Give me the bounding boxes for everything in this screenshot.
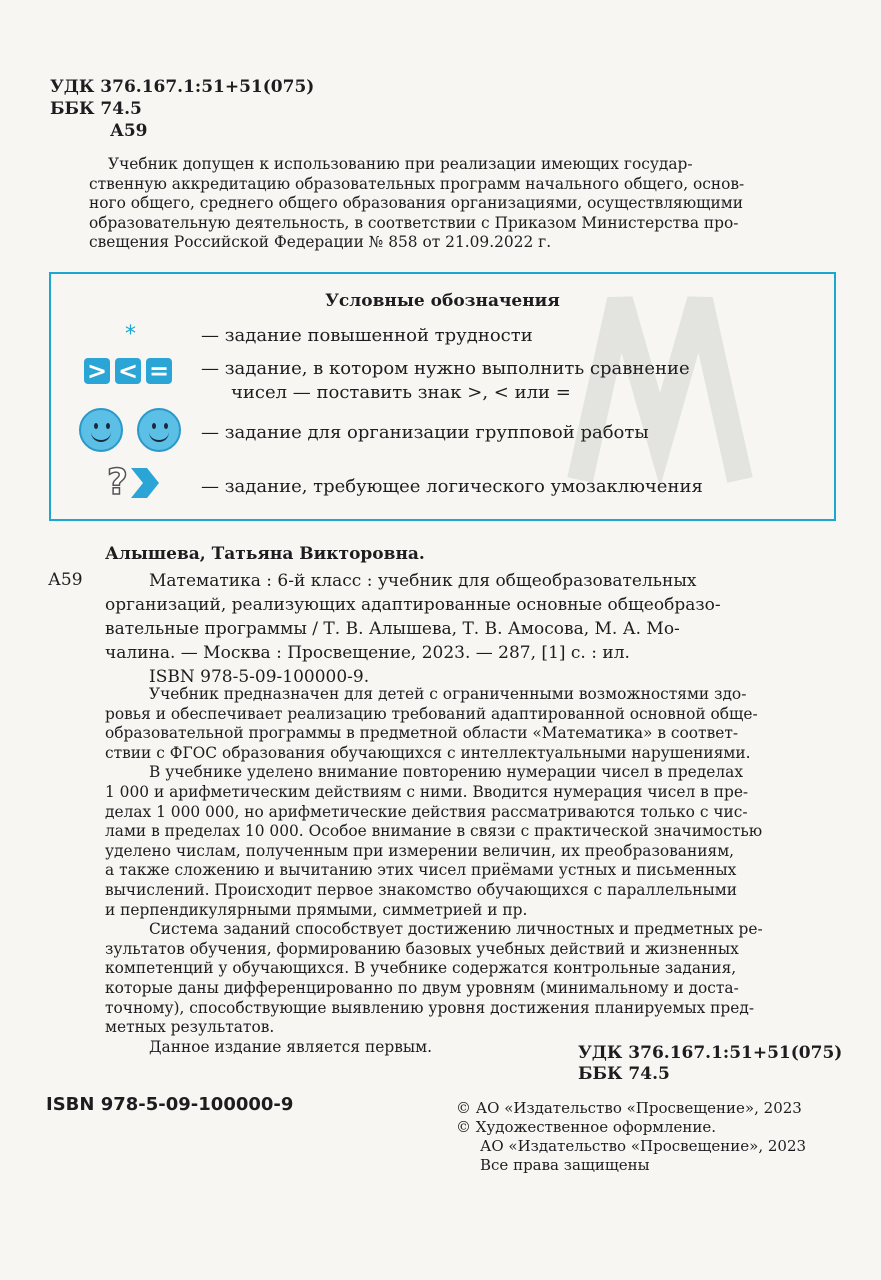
legend-title: Условные обозначения — [325, 291, 560, 311]
bib-description — [105, 569, 837, 689]
copyright-line: © Художественное оформление. — [456, 1118, 717, 1136]
legend-box — [49, 272, 836, 521]
copyright-block — [456, 1099, 806, 1175]
annotation-line: Данное издание является первым. — [149, 1037, 432, 1056]
annotation-line: вычислений. Происходит первое знакомство обучающихся с параллельными — [105, 880, 738, 899]
logic-question-icon — [103, 460, 163, 506]
approval-line: ного общего, среднего общего образования организациями, осуществляющими — [89, 194, 743, 213]
udk-code: УДК 376.167.1:51+51(075) — [50, 77, 315, 97]
approval-line: свещения Российской Федерации № 858 от 21.09.2022 г. — [89, 233, 552, 252]
annotation-line: лами в пределах 10 000. Особое внимание в связи с практической значимостью — [105, 822, 763, 841]
annotation — [105, 685, 837, 1057]
equals-sign-icon: = — [146, 358, 172, 384]
annotation-line: ствии с ФГОС образования обучающихся с интеллектуальными нарушениями. — [105, 743, 751, 762]
bib-line: вательные программы / Т. В. Алышева, Т. В. Амосова, М. А. Мо- — [105, 619, 680, 639]
bib-isbn: ISBN 978-5-09-100000-9. — [149, 667, 370, 687]
rights-reserved: Все права защищены — [480, 1156, 650, 1174]
question-mark-icon: ? — [107, 462, 128, 503]
annotation-line: точному), способствующие выявлению уровня достижения планируемых пред- — [105, 998, 755, 1017]
legend-item-difficulty: — задание повышенной трудности — [201, 325, 533, 346]
annotation-line: и перпендикулярными прямыми, симметрией и пр. — [105, 900, 528, 919]
footer-bbk: ББК 74.5 — [578, 1064, 670, 1084]
copyright-line: АО «Издательство «Просвещение», 2023 — [480, 1137, 807, 1155]
approval-line: Учебник допущен к использованию при реализации имеющих государ- — [108, 155, 693, 173]
annotation-line: компетенций у обучающихся. В учебнике содержатся контрольные задания, — [105, 959, 737, 978]
greater-sign-icon: > — [84, 358, 110, 384]
approval-paragraph — [89, 155, 837, 253]
annotation-line: ровья и обеспечивает реализацию требований адаптированной основной обще- — [105, 704, 758, 723]
approval-line: ственную аккредитацию образовательных программ начального общего, основ- — [89, 174, 745, 193]
annotation-line: образовательной программы в предметной области «Математика» в соответ- — [105, 724, 739, 743]
annotation-line: Система заданий способствует достижению личностных и предметных ре- — [149, 920, 763, 939]
annotation-line: которые даны дифференцированно по двум уровням (минимальному и доста- — [105, 978, 739, 997]
legend-item-group-work: — задание для организации групповой работы — [201, 422, 649, 443]
smiley-icon — [137, 408, 181, 452]
annotation-line: 1 000 и арифметическим действиям с ними. Вводится нумерация чисел в пре- — [105, 782, 749, 801]
bib-line: Математика : 6-й класс : учебник для общеобразовательных — [149, 571, 697, 591]
smiley-icon — [79, 408, 123, 452]
footer-isbn: ISBN 978-5-09-100000-9 — [46, 1094, 294, 1115]
bbk-code: ББК 74.5 — [50, 99, 142, 119]
bib-line: чалина. — Москва : Просвещение, 2023. — 287, [1] с. : ил. — [105, 643, 630, 663]
annotation-line: Учебник предназначен для детей с ограниченными возможностями здо- — [149, 685, 747, 703]
annotation-line: В учебнике уделено внимание повторению нумерации чисел в пределах — [149, 763, 744, 782]
annotation-line: уделено числам, полученным при измерении величин, их преобразованиям, — [105, 841, 735, 860]
star-icon: * — [125, 322, 136, 347]
legend-item-logic: — задание, требующее логического умозаключения — [201, 476, 703, 497]
less-sign-icon: < — [115, 358, 141, 384]
group-work-icon — [79, 408, 189, 456]
annotation-line: метных результатов. — [105, 1018, 275, 1037]
footer-udk: УДК 376.167.1:51+51(075) — [578, 1043, 843, 1063]
bib-code: А59 — [48, 570, 83, 590]
bib-line: организаций, реализующих адаптированные основные общеобразо- — [105, 595, 721, 615]
legend-item-comparison-line2: чисел — поставить знак >, < или = — [231, 382, 571, 403]
copyright-line: © АО «Издательство «Просвещение», 2023 — [456, 1099, 802, 1117]
approval-line: образовательную деятельность, в соответствии с Приказом Министерства про- — [89, 213, 739, 232]
author-name: Алышева, Татьяна Викторовна. — [105, 544, 425, 564]
comparison-icon — [84, 358, 184, 388]
annotation-line: а также сложению и вычитанию этих чисел приёмами устных и письменных — [105, 861, 737, 880]
author-sign-code: А59 — [110, 121, 148, 141]
annotation-line: делах 1 000 000, но арифметические действия рассматриваются только с чис- — [105, 802, 748, 821]
annotation-line: зультатов обучения, формированию базовых учебных действий и жизненных — [105, 939, 739, 958]
legend-item-comparison-line1: — задание, в котором нужно выполнить сравнение — [201, 358, 690, 379]
